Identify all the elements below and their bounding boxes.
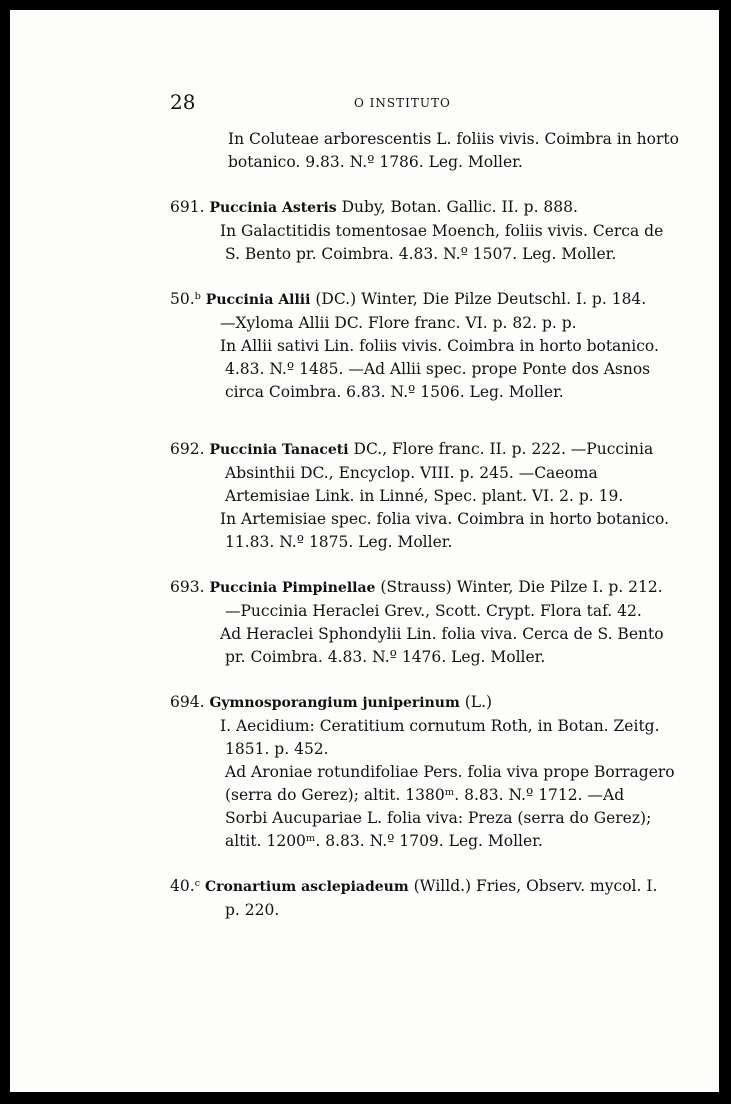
species-name: Puccinia Asteris bbox=[209, 200, 337, 216]
text-line: p. 220. bbox=[225, 901, 280, 919]
text-line: I. Aecidium: Ceratitium cornutum Roth, in Botan. Zeitg. bbox=[220, 717, 660, 735]
species-name: Puccinia Tanaceti bbox=[209, 442, 349, 458]
text-line: In Allii sativi Lin. foliis vivis. Coimbra in horto botanico. bbox=[220, 337, 659, 355]
text-line: In Coluteae arborescentis L. foliis vivis. Coimbra in horto bbox=[228, 130, 679, 148]
text-line: botanico. 9.83. N.º 1786. Leg. Moller. bbox=[228, 153, 523, 171]
citation: (L.) bbox=[459, 693, 493, 711]
text-line: 4.83. N.º 1485. —Ad Allii spec. prope Ponte dos Asnos bbox=[225, 360, 651, 378]
text-line: —Puccinia Heraclei Grev., Scott. Crypt. Flora taf. 42. bbox=[225, 602, 642, 620]
citation: DC., Flore franc. II. p. 222. —Puccinia bbox=[348, 440, 654, 458]
citation: (DC.) Winter, Die Pilze Deutschl. I. p. 184. bbox=[310, 290, 647, 308]
text-line: Ad Aroniae rotundifoliae Pers. folia viva prope Borragero bbox=[225, 763, 675, 781]
entry-694 bbox=[170, 691, 675, 853]
entry-number: 40.ᶜ bbox=[170, 877, 201, 895]
entry-continuation bbox=[170, 128, 679, 174]
text-line: Sorbi Aucupariae L. folia viva: Preza (serra do Gerez); bbox=[225, 809, 652, 827]
citation: (Willd.) Fries, Observ. mycol. I. bbox=[408, 877, 658, 895]
entry-number: 692. bbox=[170, 440, 205, 458]
entry-40c bbox=[170, 875, 658, 922]
text-line: —Xyloma Allii DC. Flore franc. VI. p. 82. p. p. bbox=[220, 314, 577, 332]
entry-693 bbox=[170, 576, 664, 669]
text-line: altit. 1200ᵐ. 8.83. N.º 1709. Leg. Moller. bbox=[225, 832, 543, 850]
page-body bbox=[170, 128, 679, 944]
running-title: O INSTITUTO bbox=[354, 96, 451, 110]
text-line: (serra do Gerez); altit. 1380ᵐ. 8.83. N.º 1712. —Ad bbox=[225, 786, 625, 804]
text-line: pr. Coimbra. 4.83. N.º 1476. Leg. Moller. bbox=[225, 648, 546, 666]
entry-number: 50.ᵇ bbox=[170, 290, 201, 308]
species-name: Gymnosporangium juniperinum bbox=[209, 695, 460, 711]
text-line: circa Coimbra. 6.83. N.º 1506. Leg. Moller. bbox=[225, 383, 564, 401]
text-line: S. Bento pr. Coimbra. 4.83. N.º 1507. Leg. Moller. bbox=[225, 245, 617, 263]
text-line: In Artemisiae spec. folia viva. Coimbra in horto botanico. bbox=[220, 510, 670, 528]
citation: (Strauss) Winter, Die Pilze I. p. 212. bbox=[375, 578, 663, 596]
text-line: Absinthii DC., Encyclop. VIII. p. 245. —Caeoma bbox=[225, 464, 598, 482]
text-line: 1851. p. 452. bbox=[225, 740, 329, 758]
species-name: Puccinia Pimpinellae bbox=[209, 580, 376, 596]
entry-692 bbox=[170, 438, 670, 554]
entry-50b bbox=[170, 288, 659, 404]
text-line: In Galactitidis tomentosae Moench, foliis vivis. Cerca de bbox=[220, 222, 664, 240]
entry-number: 693. bbox=[170, 578, 205, 596]
citation: Duby, Botan. Gallic. II. p. 888. bbox=[336, 198, 578, 216]
species-name: Puccinia Allii bbox=[205, 292, 311, 308]
page-number: 28 bbox=[170, 90, 196, 114]
document-page bbox=[10, 10, 719, 1092]
entry-691 bbox=[170, 196, 664, 266]
text-line: 11.83. N.º 1875. Leg. Moller. bbox=[225, 533, 453, 551]
entry-number: 691. bbox=[170, 198, 205, 216]
entry-number: 694. bbox=[170, 693, 205, 711]
species-name: Cronartium asclepiadeum bbox=[204, 879, 409, 895]
text-line: Ad Heraclei Sphondylii Lin. folia viva. Cerca de S. Bento bbox=[220, 625, 664, 643]
text-line: Artemisiae Link. in Linné, Spec. plant. VI. 2. p. 19. bbox=[225, 487, 624, 505]
